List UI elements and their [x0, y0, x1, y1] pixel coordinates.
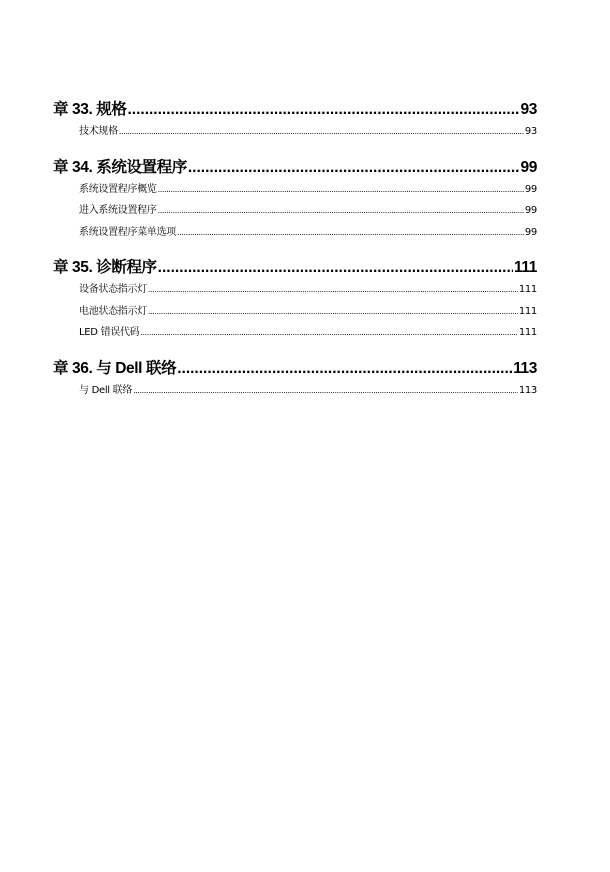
entry-page-number: 99 — [524, 205, 537, 216]
chapter-page-number: 99 — [520, 158, 537, 176]
chapter-page-number: 111 — [514, 259, 537, 276]
entry-page-number: 99 — [524, 226, 537, 238]
chapter-heading[interactable] — [53, 157, 537, 179]
chapter-heading[interactable] — [53, 358, 537, 380]
dot-leader — [119, 121, 524, 143]
dot-leader — [148, 279, 518, 301]
entry-page-number: 113 — [518, 384, 537, 396]
entry-page-number: 111 — [518, 305, 537, 317]
dot-leader — [148, 301, 518, 323]
chapter-heading[interactable] — [53, 257, 537, 279]
entry-title: 设备状态指示灯 — [79, 284, 147, 295]
chapter-35 — [53, 257, 537, 344]
chapter-title: 章 33. 规格 — [53, 101, 127, 118]
chapter-page-number: 113 — [513, 359, 537, 377]
toc-entry[interactable] — [53, 380, 537, 402]
chapter-title: 章 35. 诊断程序 — [53, 259, 157, 276]
dot-leader — [140, 322, 517, 344]
entry-page-number: 99 — [524, 183, 537, 195]
toc-entry[interactable] — [53, 279, 537, 301]
entry-title: 系统设置程序菜单选项 — [79, 226, 176, 238]
toc-entry[interactable] — [53, 301, 537, 323]
entry-title: 进入系统设置程序 — [79, 205, 157, 216]
chapter-heading[interactable] — [53, 99, 537, 121]
chapter-33 — [53, 99, 537, 143]
entry-page-number: 111 — [518, 284, 537, 295]
entry-page-number: 93 — [524, 126, 537, 137]
toc-entry[interactable] — [53, 200, 537, 222]
entry-title: 技术规格 — [79, 126, 118, 137]
toc-entry[interactable] — [53, 222, 537, 244]
dot-leader — [127, 99, 519, 121]
dot-leader — [177, 222, 524, 244]
toc-entry[interactable] — [53, 322, 537, 344]
entry-title: 系统设置程序概览 — [79, 183, 157, 195]
entry-page-number: 111 — [518, 327, 537, 338]
dot-leader — [133, 380, 518, 402]
chapter-title: 章 34. 系统设置程序 — [53, 158, 187, 176]
dot-leader — [177, 358, 512, 380]
dot-leader — [188, 157, 520, 179]
chapter-36 — [53, 358, 537, 402]
chapter-page-number: 93 — [520, 101, 537, 118]
dot-leader — [158, 257, 513, 279]
entry-title: 与 Dell 联络 — [79, 384, 133, 396]
chapter-34 — [53, 157, 537, 244]
dot-leader — [158, 179, 524, 201]
entry-title: LED 错误代码 — [79, 327, 140, 338]
entry-title: 电池状态指示灯 — [79, 305, 147, 317]
toc-entry[interactable] — [53, 121, 537, 143]
chapter-title: 章 36. 与 Dell 联络 — [53, 359, 177, 377]
dot-leader — [158, 200, 524, 222]
table-of-contents — [53, 99, 537, 415]
toc-entry[interactable] — [53, 179, 537, 201]
